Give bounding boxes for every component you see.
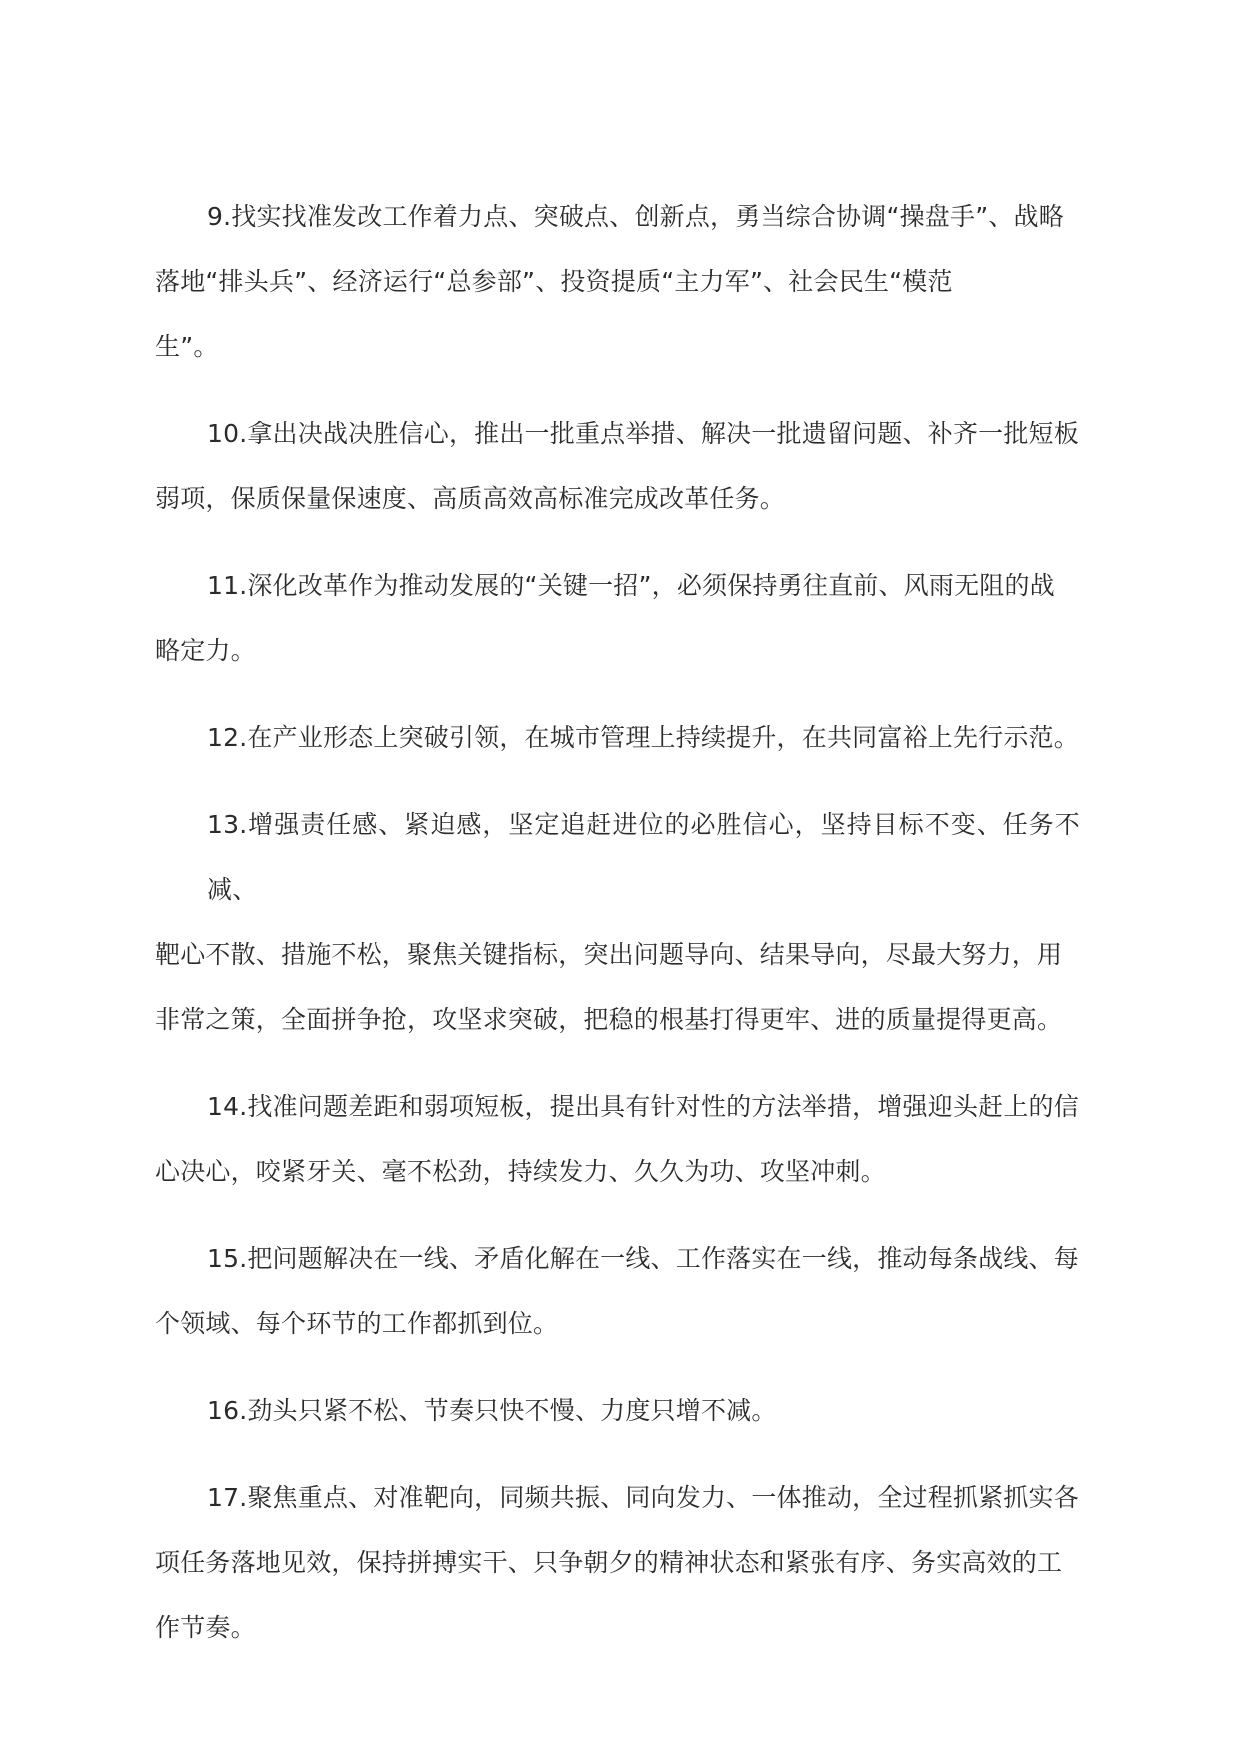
paragraph-line: 项任务落地见效，保持拼搏实干、只争朝夕的精神状态和紧张有序、务实高效的工 bbox=[155, 1548, 1063, 1577]
paragraph-line: 10.拿出决战决胜信心，推出一批重点举措、解决一批遗留问题、补齐一批短板 bbox=[207, 419, 1079, 448]
paragraph-line: 16.劲头只紧不松、节奏只快不慢、力度只增不减。 bbox=[207, 1396, 777, 1425]
paragraph-line: 非常之策，全面拼争抢，攻坚求突破，把稳的根基打得更牢、进的质量提得更高。 bbox=[155, 1005, 1063, 1034]
paragraph-16 bbox=[155, 1378, 1080, 1443]
paragraph-10 bbox=[155, 401, 1080, 531]
paragraph-12 bbox=[155, 705, 1080, 770]
paragraph-line: 略定力。 bbox=[155, 636, 256, 665]
paragraph-line: 9.找实找准发改工作着力点、突破点、创新点，勇当综合协调“操盘手”、战略 bbox=[207, 202, 1064, 231]
paragraph-line: 弱项，保质保量保速度、高质高效高标准完成改革任务。 bbox=[155, 484, 786, 513]
paragraph-line: 15.把问题解决在一线、矛盾化解在一线、工作落实在一线，推动每条战线、每 bbox=[207, 1244, 1079, 1273]
paragraph-line: 个领域、每个环节的工作都抓到位。 bbox=[155, 1309, 559, 1338]
paragraph-14 bbox=[155, 1074, 1080, 1204]
paragraph-line: 靶心不散、措施不松，聚焦关键指标，突出问题导向、结果导向，尽最大努力，用 bbox=[155, 940, 1063, 969]
paragraph-line: 13.增强责任感、紧迫感，坚定追赶进位的必胜信心，坚持目标不变、任务不减、 bbox=[207, 810, 1080, 904]
paragraph-line: 12.在产业形态上突破引领，在城市管理上持续提升，在共同富裕上先行示范。 bbox=[207, 723, 1079, 752]
paragraph-line: 心决心，咬紧牙关、毫不松劲，持续发力、久久为功、攻坚冲刺。 bbox=[155, 1157, 886, 1186]
paragraph-9 bbox=[155, 184, 1080, 379]
paragraph-line: 11.深化改革作为推动发展的“关键一招”，必须保持勇往直前、风雨无阻的战 bbox=[207, 571, 1055, 600]
paragraph-15 bbox=[155, 1226, 1080, 1356]
paragraph-line: 生”。 bbox=[155, 332, 219, 361]
paragraph-line: 作节奏。 bbox=[155, 1613, 256, 1642]
paragraph-line: 落地“排头兵”、经济运行“总参部”、投资提质“主力军”、社会民生“模范 bbox=[155, 267, 953, 296]
paragraph-13 bbox=[155, 792, 1080, 1052]
paragraph-line: 14.找准问题差距和弱项短板，提出具有针对性的方法举措，增强迎头赶上的信 bbox=[207, 1092, 1079, 1121]
paragraph-17 bbox=[155, 1465, 1080, 1660]
paragraph-line: 17.聚焦重点、对准靶向，同频共振、同向发力、一体推动，全过程抓紧抓实各 bbox=[207, 1483, 1079, 1512]
document-body bbox=[155, 184, 1080, 1682]
paragraph-11 bbox=[155, 553, 1080, 683]
